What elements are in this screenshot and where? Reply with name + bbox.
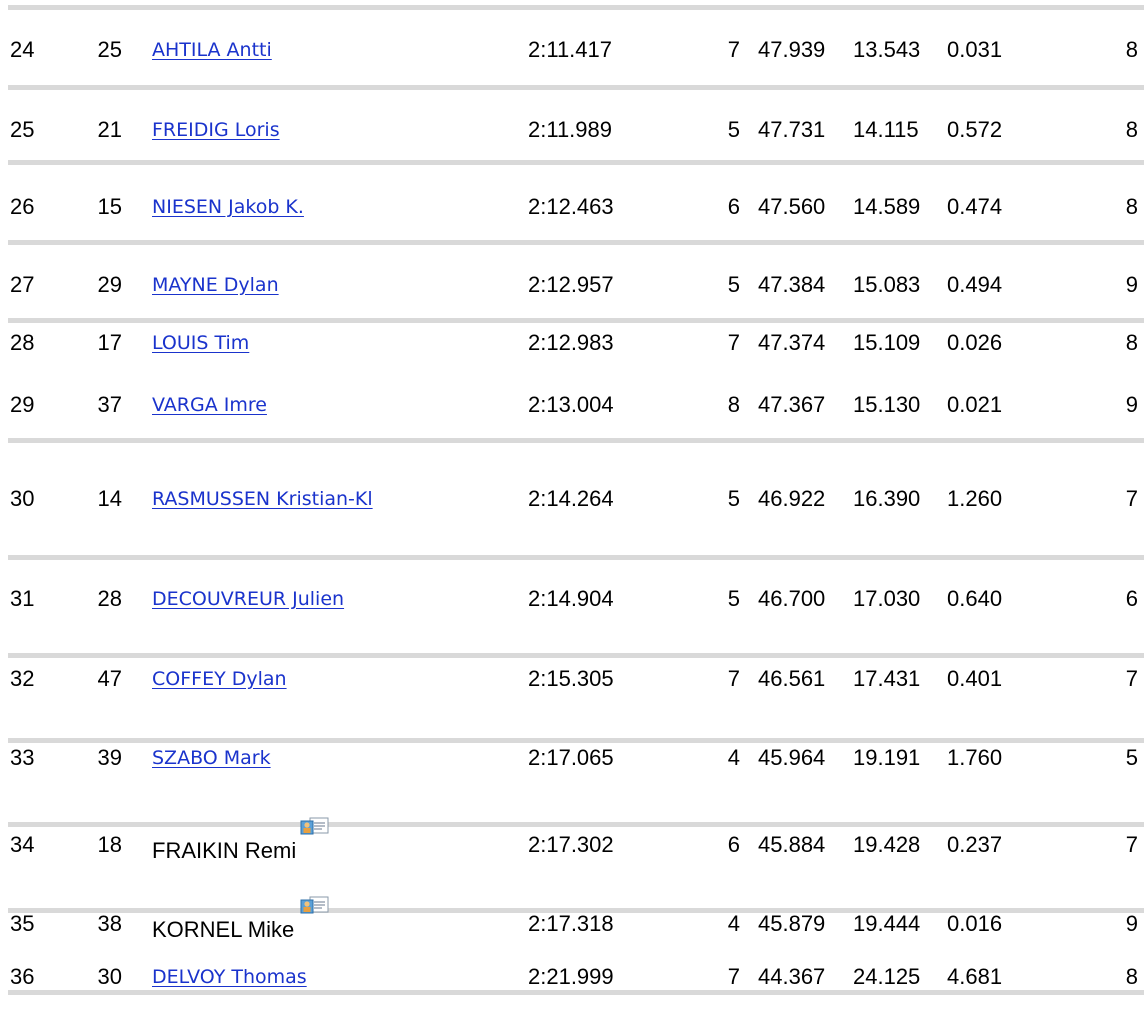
- gap-cell: 14.115: [853, 117, 919, 142]
- laps-cell: 4: [727, 911, 740, 936]
- row-separator: [8, 653, 1144, 658]
- time-cell: 2:17.065: [528, 745, 614, 770]
- gap-cell: 19.428: [853, 832, 921, 857]
- speed-cell: 46.700: [758, 586, 826, 611]
- table-row: [0, 385, 1144, 425]
- bib-cell: 39: [97, 745, 122, 770]
- bib-cell: 21: [97, 117, 122, 142]
- gap-cell: 24.125: [853, 964, 921, 989]
- laps-cell: 5: [727, 486, 740, 511]
- table-row: [0, 659, 1144, 699]
- name-cell: [152, 579, 512, 619]
- speed-cell: 45.884: [758, 832, 826, 857]
- points-cell: 9: [1125, 911, 1138, 936]
- name-cell: [152, 265, 512, 305]
- diff-cell: 0.401: [947, 666, 1003, 691]
- speed-cell: 47.374: [758, 330, 826, 355]
- name-cell: [152, 957, 512, 997]
- diff-cell: 4.681: [947, 964, 1003, 989]
- rider-name-link[interactable]: SZABO Mark: [152, 747, 271, 769]
- laps-cell: 4: [727, 745, 740, 770]
- laps-cell: 7: [727, 37, 740, 62]
- table-row: [0, 579, 1144, 619]
- points-cell: 6: [1125, 586, 1138, 611]
- row-separator: [8, 240, 1144, 245]
- row-separator: [8, 160, 1144, 165]
- gap-cell: 15.109: [853, 330, 921, 355]
- name-cell: [152, 659, 512, 699]
- laps-cell: 6: [727, 832, 740, 857]
- name-cell: [152, 385, 512, 425]
- rider-name-link[interactable]: DECOUVREUR Julien: [152, 588, 345, 610]
- rank-cell: 27: [10, 272, 35, 297]
- laps-cell: 7: [727, 666, 740, 691]
- rider-name-link[interactable]: FREIDIG Loris: [152, 119, 280, 141]
- speed-cell: 47.939: [758, 37, 826, 62]
- points-cell: 8: [1125, 964, 1138, 989]
- table-row: [0, 187, 1144, 227]
- gap-cell: 14.589: [853, 194, 921, 219]
- table-row: [0, 825, 1144, 865]
- bib-cell: 25: [97, 37, 122, 62]
- diff-cell: 1.760: [947, 745, 1003, 770]
- time-cell: 2:15.305: [528, 666, 614, 691]
- table-row: [0, 30, 1144, 70]
- speed-cell: 46.922: [758, 486, 826, 511]
- points-cell: 7: [1125, 666, 1138, 691]
- rank-cell: 29: [10, 392, 35, 417]
- rider-name-link[interactable]: DELVOY Thomas: [152, 966, 307, 988]
- table-row: [0, 110, 1144, 150]
- rank-cell: 32: [10, 666, 35, 691]
- diff-cell: 0.640: [947, 586, 1003, 611]
- speed-cell: 46.561: [758, 666, 826, 691]
- bib-cell: 37: [97, 392, 122, 417]
- bib-cell: 30: [97, 964, 122, 989]
- name-cell: [152, 110, 512, 150]
- name-cell: [152, 825, 512, 865]
- gap-cell: 15.083: [853, 272, 921, 297]
- speed-cell: 47.731: [758, 117, 826, 142]
- laps-cell: 7: [727, 964, 740, 989]
- row-separator: [8, 555, 1144, 560]
- diff-cell: 0.031: [947, 37, 1003, 62]
- bib-cell: 14: [97, 486, 122, 511]
- time-cell: 2:12.463: [528, 194, 614, 219]
- points-cell: 8: [1125, 194, 1138, 219]
- rider-name-link[interactable]: MAYNE Dylan: [152, 274, 279, 296]
- points-cell: 8: [1125, 330, 1138, 355]
- bib-cell: 15: [97, 194, 122, 219]
- rider-name-link[interactable]: NIESEN Jakob K.: [152, 196, 304, 218]
- diff-cell: 1.260: [947, 486, 1003, 511]
- time-cell: 2:21.999: [528, 964, 614, 989]
- time-cell: 2:17.302: [528, 832, 614, 857]
- rank-cell: 33: [10, 745, 35, 770]
- name-cell: [152, 30, 512, 70]
- time-cell: 2:12.957: [528, 272, 614, 297]
- laps-cell: 6: [727, 194, 740, 219]
- gap-cell: 13.543: [853, 37, 921, 62]
- time-cell: 2:11.989: [528, 117, 613, 142]
- rank-cell: 36: [10, 964, 35, 989]
- points-cell: 8: [1125, 37, 1138, 62]
- rank-cell: 30: [10, 486, 35, 511]
- time-cell: 2:17.318: [528, 911, 614, 936]
- bib-cell: 28: [97, 586, 122, 611]
- table-row: [0, 904, 1144, 944]
- rank-cell: 28: [10, 330, 35, 355]
- time-cell: 2:11.417: [528, 37, 613, 62]
- diff-cell: 0.494: [947, 272, 1003, 297]
- rider-name-link[interactable]: RASMUSSEN Kristian-Kl: [152, 488, 373, 510]
- laps-cell: 8: [727, 392, 740, 417]
- bib-cell: 17: [97, 330, 122, 355]
- table-row: [0, 479, 1144, 519]
- name-cell: [152, 479, 512, 519]
- rank-cell: 25: [10, 117, 35, 142]
- diff-cell: 0.474: [947, 194, 1003, 219]
- points-cell: 7: [1125, 486, 1138, 511]
- name-cell: [152, 904, 512, 944]
- laps-cell: 5: [727, 117, 740, 142]
- rider-name-link[interactable]: COFFEY Dylan: [152, 668, 287, 690]
- rider-name: KORNEL Mike: [152, 917, 295, 942]
- speed-cell: 45.964: [758, 745, 826, 770]
- diff-cell: 0.572: [947, 117, 1003, 142]
- bib-cell: 29: [97, 272, 122, 297]
- laps-cell: 5: [727, 272, 740, 297]
- row-separator: [8, 438, 1144, 443]
- broken-profile-image-icon: [300, 817, 330, 837]
- name-cell: [152, 738, 512, 778]
- gap-cell: 16.390: [853, 486, 921, 511]
- rank-cell: 24: [10, 37, 35, 62]
- diff-cell: 0.026: [947, 330, 1003, 355]
- bib-cell: 38: [97, 911, 122, 936]
- rider-name-link[interactable]: LOUIS Tim: [152, 332, 250, 354]
- gap-cell: 17.431: [853, 666, 921, 691]
- points-cell: 9: [1125, 272, 1138, 297]
- table-row: [0, 323, 1144, 363]
- points-cell: 8: [1125, 117, 1138, 142]
- broken-profile-image-icon: [300, 896, 330, 916]
- laps-cell: 7: [727, 330, 740, 355]
- bib-cell: 47: [97, 666, 122, 691]
- row-separator: [8, 5, 1144, 10]
- speed-cell: 47.384: [758, 272, 826, 297]
- rider-name-link[interactable]: VARGA Imre: [152, 394, 267, 416]
- rank-cell: 31: [10, 586, 35, 611]
- gap-cell: 19.191: [853, 745, 921, 770]
- diff-cell: 0.016: [947, 911, 1003, 936]
- gap-cell: 19.444: [853, 911, 921, 936]
- diff-cell: 0.021: [947, 392, 1003, 417]
- name-cell: [152, 187, 512, 227]
- rider-name: FRAIKIN Remi: [152, 838, 297, 863]
- rider-name-link[interactable]: AHTILA Antti: [152, 39, 272, 61]
- gap-cell: 15.130: [853, 392, 921, 417]
- row-separator: [8, 85, 1144, 90]
- speed-cell: 47.560: [758, 194, 826, 219]
- speed-cell: 47.367: [758, 392, 826, 417]
- laps-cell: 5: [727, 586, 740, 611]
- table-row: [0, 957, 1144, 997]
- rank-cell: 34: [10, 832, 35, 857]
- gap-cell: 17.030: [853, 586, 921, 611]
- time-cell: 2:12.983: [528, 330, 614, 355]
- rank-cell: 35: [10, 911, 35, 936]
- name-cell: [152, 323, 512, 363]
- speed-cell: 44.367: [758, 964, 826, 989]
- table-row: [0, 738, 1144, 778]
- time-cell: 2:14.264: [528, 486, 614, 511]
- points-cell: 5: [1125, 745, 1138, 770]
- points-cell: 9: [1125, 392, 1138, 417]
- points-cell: 7: [1125, 832, 1138, 857]
- time-cell: 2:13.004: [528, 392, 614, 417]
- table-row: [0, 265, 1144, 305]
- time-cell: 2:14.904: [528, 586, 614, 611]
- diff-cell: 0.237: [947, 832, 1003, 857]
- bib-cell: 18: [97, 832, 122, 857]
- rank-cell: 26: [10, 194, 35, 219]
- speed-cell: 45.879: [758, 911, 826, 936]
